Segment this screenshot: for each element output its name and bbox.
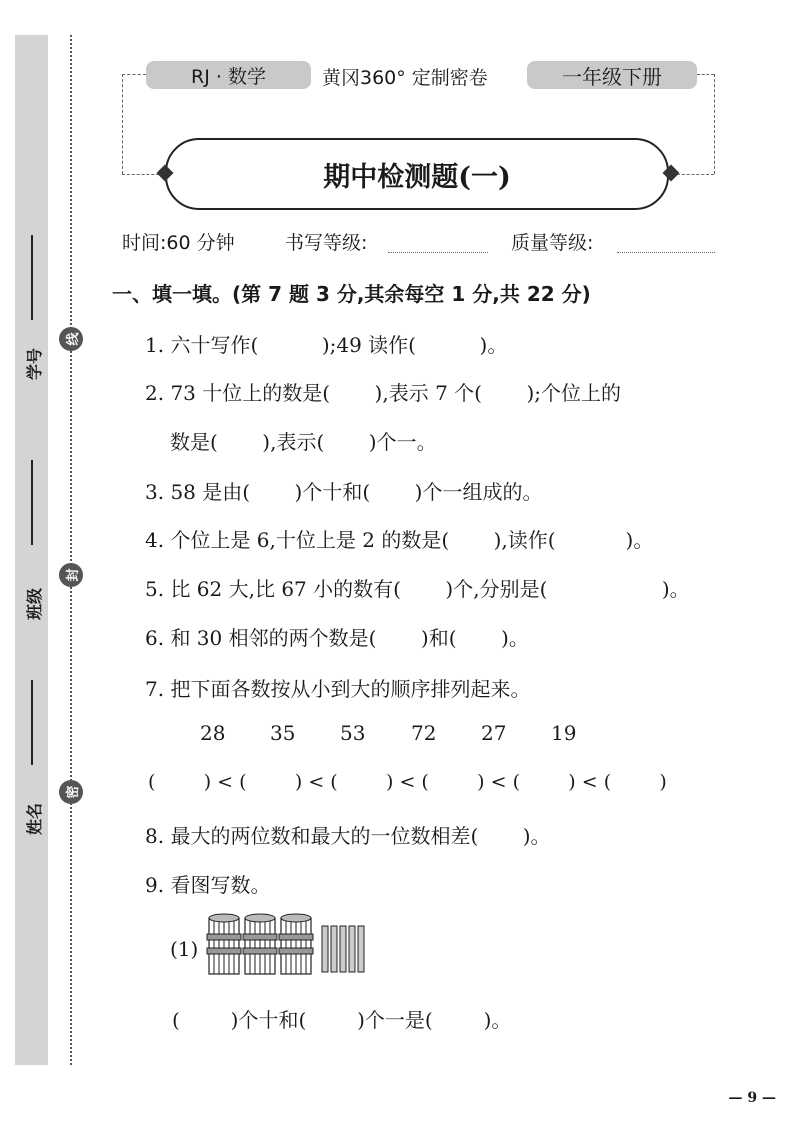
question-3[interactable]: 3. 58 是由( )个十和( )个一组成的。 [145,480,543,504]
writing-grade-label: 书写等级: [285,232,368,254]
seal-line-mark: 线 [59,327,83,351]
question-4[interactable]: 4. 个位上是 6,十位上是 2 的数是( ),读作( )。 [145,528,654,552]
header-frame-left [122,74,123,174]
title-frame [165,138,669,210]
question-1[interactable]: 1. 六十写作( );49 读作( )。 [145,333,508,357]
header-frame-top-right [697,74,714,75]
page-number: — 9 — [728,1090,776,1106]
question-8[interactable]: 8. 最大的两位数和最大的一位数相差( )。 [145,824,551,848]
seal-seal-mark: 封 [59,563,83,587]
question-2-line-1[interactable]: 2. 73 十位上的数是( ),表示 7 个( );个位上的 [145,381,621,405]
header-frame-top-left [122,74,146,75]
student-id-label: 学号 [25,347,44,380]
q7-number: 19 [551,721,577,745]
series-title: 黄冈360° 定制密卷 [322,67,488,89]
question-9-1-answer[interactable]: ( )个十和( )个一是( )。 [172,1008,512,1032]
student-id-line[interactable] [31,235,33,320]
writing-grade-blank[interactable] [388,252,488,253]
header-frame-right [714,74,715,174]
name-line[interactable] [31,680,33,765]
quality-grade-blank[interactable] [617,252,715,253]
cut-line [70,35,72,1065]
name-label: 姓名 [25,802,44,835]
counting-sticks-figure [205,912,375,978]
grade-badge: 一年级下册 [527,61,697,89]
quality-grade-label: 质量等级: [511,232,594,254]
binding-strip [15,35,48,1065]
class-label: 班级 [25,587,44,620]
bundle-of-ten-icon [243,914,277,974]
q7-number: 72 [411,721,437,745]
question-5[interactable]: 5. 比 62 大,比 67 小的数有( )个,分别是( )。 [145,577,690,601]
question-7: 7. 把下面各数按从小到大的顺序排列起来。 [145,677,531,701]
seal-secret-mark: 密 [59,780,83,804]
section-heading: 一、填一填。(第 7 题 3 分,其余每空 1 分,共 22 分) [112,282,591,306]
q7-number: 27 [481,721,507,745]
bundle-of-ten-icon [279,914,313,974]
question-9-1-label: (1) [170,937,199,961]
q7-number: 35 [270,721,296,745]
subject-badge: RJ · 数学 [146,61,311,89]
page-title: 期中检测题(一) [323,161,511,193]
q7-number: 53 [340,721,366,745]
q7-number: 28 [200,721,226,745]
class-line[interactable] [31,460,33,545]
time-limit: 时间:60 分钟 [122,232,235,254]
question-9: 9. 看图写数。 [145,873,271,897]
question-2-line-2[interactable]: 数是( ),表示( )个一。 [170,430,437,454]
question-7-order-blanks[interactable]: ( ) < ( ) < ( ) < ( ) < ( ) < ( ) [148,771,667,793]
single-sticks-icon [322,926,364,972]
question-6[interactable]: 6. 和 30 相邻的两个数是( )和( )。 [145,626,529,650]
bundle-of-ten-icon [207,914,241,974]
